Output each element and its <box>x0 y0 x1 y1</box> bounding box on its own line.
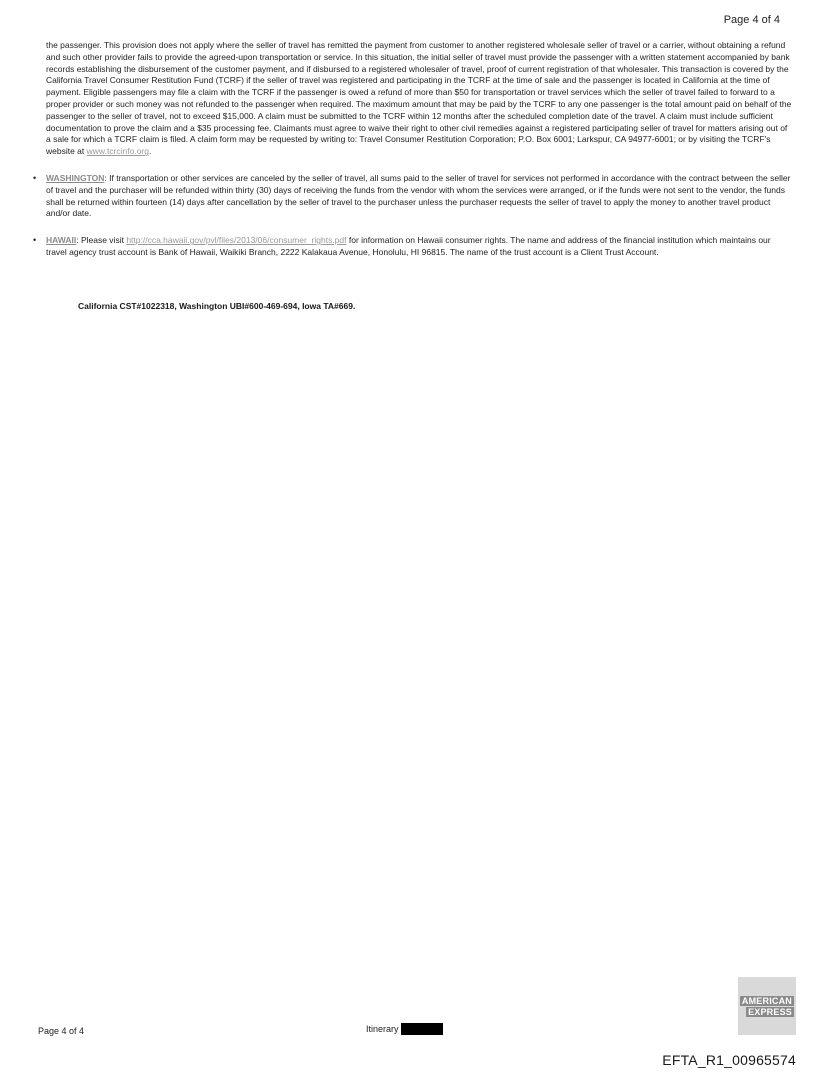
redaction-box <box>401 1023 443 1035</box>
washington-text: : If transportation or other services are canceled by the seller of travel, all sums paid to the seller of travel for services not performed in accordance with the contract between the seller of travel and the purchaser will be refunded within thirty (30) days of receiving the funds from the vendor with whom the services were arranged, or if the funds were not sent to the vendor, the funds shall be returned within fourteen (14) days after cancellation by the seller of travel to the purchaser unless the purchaser requests the seller of travel to apply the money to another travel product and/or date. <box>46 172 791 219</box>
itinerary-label: Itinerary <box>366 1024 399 1034</box>
washington-label[interactable]: WASHINGTON <box>46 172 105 183</box>
american-express-logo <box>738 977 796 1035</box>
hawaii-label[interactable]: HAWAII <box>46 235 77 246</box>
washington-section <box>33 172 792 220</box>
page-number-header: Page 4 of 4 <box>723 14 780 26</box>
terms-content <box>33 40 792 259</box>
bullet-icon: • <box>33 172 37 183</box>
logo-line-2: EXPRESS <box>748 1006 792 1017</box>
tcrf-paragraph-text: the passenger. This provision does not apply where the seller of travel has remitted the payment from customer to another registered wholesale seller of travel or a carrier, without obtaining a refund and such other provider fails to provide the agreed-upon transportation or service. In this situation, the initial seller of travel must provide the passenger with a written statement accompanied by bank records establishing the disbursement of the customer payment, and if disbursed to a registered wholesaler of travel, proof of current registration of that wholesaler. This transaction is covered by the California Travel Consumer Restitution Fund (TCRF) if the seller of travel was registered and participating in the TCRF at the time of sale and the passenger is located in California at the time of payment. Eligible passengers may file a claim with the TCRF if the passenger is owed a refund of more than $50 for transportation or travel services which the seller of travel failed to forward to a proper provider or such money was not refunded to the passenger when required. The maximum amount that may be paid by the TCRF to any one passenger is the total amount paid on behalf of the passenger to the seller of travel, not to exceed $15,000. A claim must be submitted to the TCRF within 12 months after the scheduled completion date of the travel. A claim must include sufficient documentation to prove the claim and a $35 processing fee. Claimants must agree to waive their right to other civil remedies against a registered participating seller of travel for matters arising out of a sale for which a TCRF claim is filed. A claim form may be requested by writing to: Travel Consumer Restitution Corporation; P.O. Box 6001; Larkspur, CA 94977-6001; or by visiting the TCRF's website at <box>46 40 792 157</box>
hawaii-text-before: : Please visit <box>76 235 127 246</box>
itinerary-footer <box>366 1023 443 1035</box>
bullet-icon: • <box>33 235 37 246</box>
hawaii-consumer-rights-link[interactable]: http://cca.hawaii.gov/pvl/files/2013/06/consumer_rights.pdf <box>126 235 347 246</box>
hawaii-text-after: for information on Hawaii consumer rights. The name and address of the financial institution which maintains our travel agency trust account is Bank of Hawaii, Waikiki Branch, 2222 Kalakaua Avenue, Honolulu, HI 96815. The name of the trust account is a Client Trust Account. <box>46 235 771 257</box>
logo-line-1: AMERICAN <box>741 995 792 1006</box>
hawaii-section <box>33 235 792 259</box>
registration-numbers: California CST#1022318, Washington UBI#600-469-694, Iowa TA#669. <box>78 301 356 311</box>
document-id: EFTA_R1_00965574 <box>662 1052 796 1068</box>
tcrf-paragraph <box>46 40 792 158</box>
tcrf-paragraph-end: . <box>149 146 152 157</box>
page-number-footer: Page 4 of 4 <box>38 1026 85 1036</box>
tcrf-website-link[interactable]: www.tcrcinfo.org <box>86 146 149 157</box>
